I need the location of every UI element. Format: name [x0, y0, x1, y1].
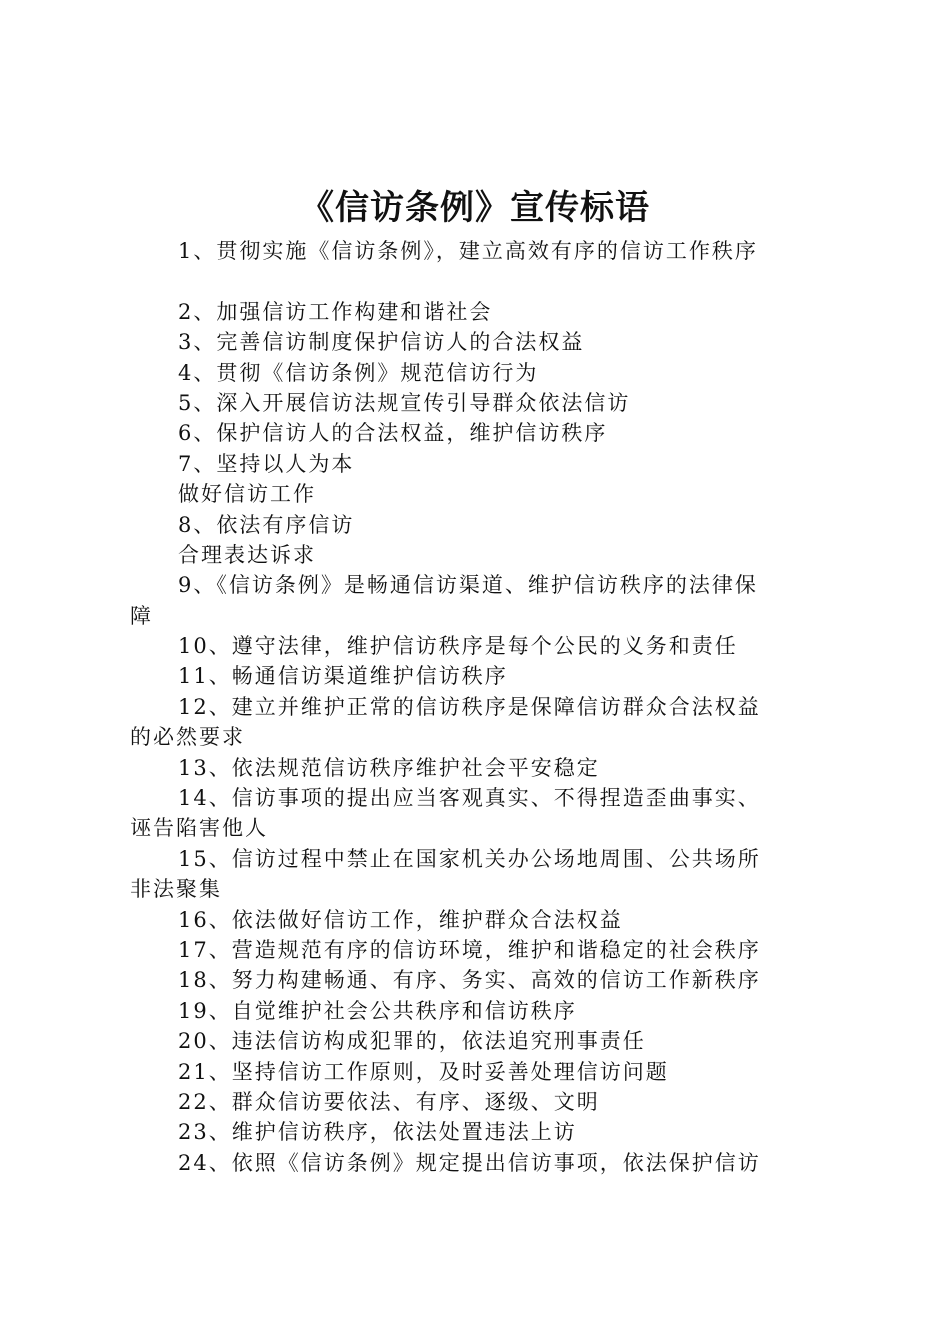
slogan-line: 21、坚持信访工作原则，及时妥善处理信访问题	[178, 1059, 669, 1084]
slogan-line: 2、加强信访工作构建和谐社会	[178, 299, 493, 324]
blank-line	[130, 266, 830, 296]
slogan-line: 20、违法信访构成犯罪的，依法追究刑事责任	[178, 1029, 646, 1054]
document-body	[130, 236, 830, 1178]
slogan-line: 13、依法规范信访秩序维护社会平安稳定	[178, 755, 600, 780]
slogan-line: 17、营造规范有序的信访环境，维护和谐稳定的社会秩序	[178, 937, 761, 962]
slogan-continuation-line: 障	[130, 603, 153, 628]
slogan-line: 22、群众信访要依法、有序、逐级、文明	[178, 1089, 600, 1114]
slogan-line: 7、坚持以人为本	[178, 451, 355, 476]
slogan-line: 合理表达诉求	[178, 542, 316, 567]
document-title: 《信访条例》宣传标语	[300, 188, 650, 228]
slogan-line: 1、贯彻实施《信访条例》，建立高效有序的信访工作秩序	[178, 239, 758, 263]
slogan-line: 23、维护信访秩序，依法处置违法上访	[178, 1120, 577, 1145]
slogan-line: 15、信访过程中禁止在国家机关办公场地周围、公共场所	[178, 846, 761, 871]
slogan-continuation-line: 的必然要求	[130, 725, 245, 750]
slogan-line: 12、建立并维护正常的信访秩序是保障信访群众合法权益	[178, 694, 761, 719]
slogan-line: 5、深入开展信访法规宣传引导群众依法信访	[178, 390, 631, 415]
slogan-line: 16、依法做好信访工作，维护群众合法权益	[178, 907, 623, 932]
slogan-line: 14、信访事项的提出应当客观真实、不得捏造歪曲事实、	[178, 786, 761, 811]
slogan-line: 做好信访工作	[178, 482, 316, 507]
slogan-continuation-line: 诬告陷害他人	[130, 816, 268, 841]
slogan-line: 4、贯彻《信访条例》规范信访行为	[178, 360, 539, 385]
slogan-line: 24、依照《信访条例》规定提出信访事项，依法保护信访	[178, 1150, 761, 1175]
slogan-line: 19、自觉维护社会公共秩序和信访秩序	[178, 998, 577, 1023]
slogan-line: 8、依法有序信访	[178, 512, 355, 537]
slogan-line: 18、努力构建畅通、有序、务实、高效的信访工作新秩序	[178, 968, 761, 993]
slogan-line: 11、畅通信访渠道维护信访秩序	[178, 664, 508, 689]
slogan-continuation-line: 非法聚集	[130, 877, 222, 902]
slogan-line: 9、《信访条例》是畅通信访渠道、维护信访秩序的法律保	[178, 573, 758, 598]
slogan-line: 6、保护信访人的合法权益，维护信访秩序	[178, 421, 608, 446]
slogan-line: 3、完善信访制度保护信访人的合法权益	[178, 330, 585, 355]
slogan-line: 10、遵守法律，维护信访秩序是每个公民的义务和责任	[178, 634, 738, 659]
